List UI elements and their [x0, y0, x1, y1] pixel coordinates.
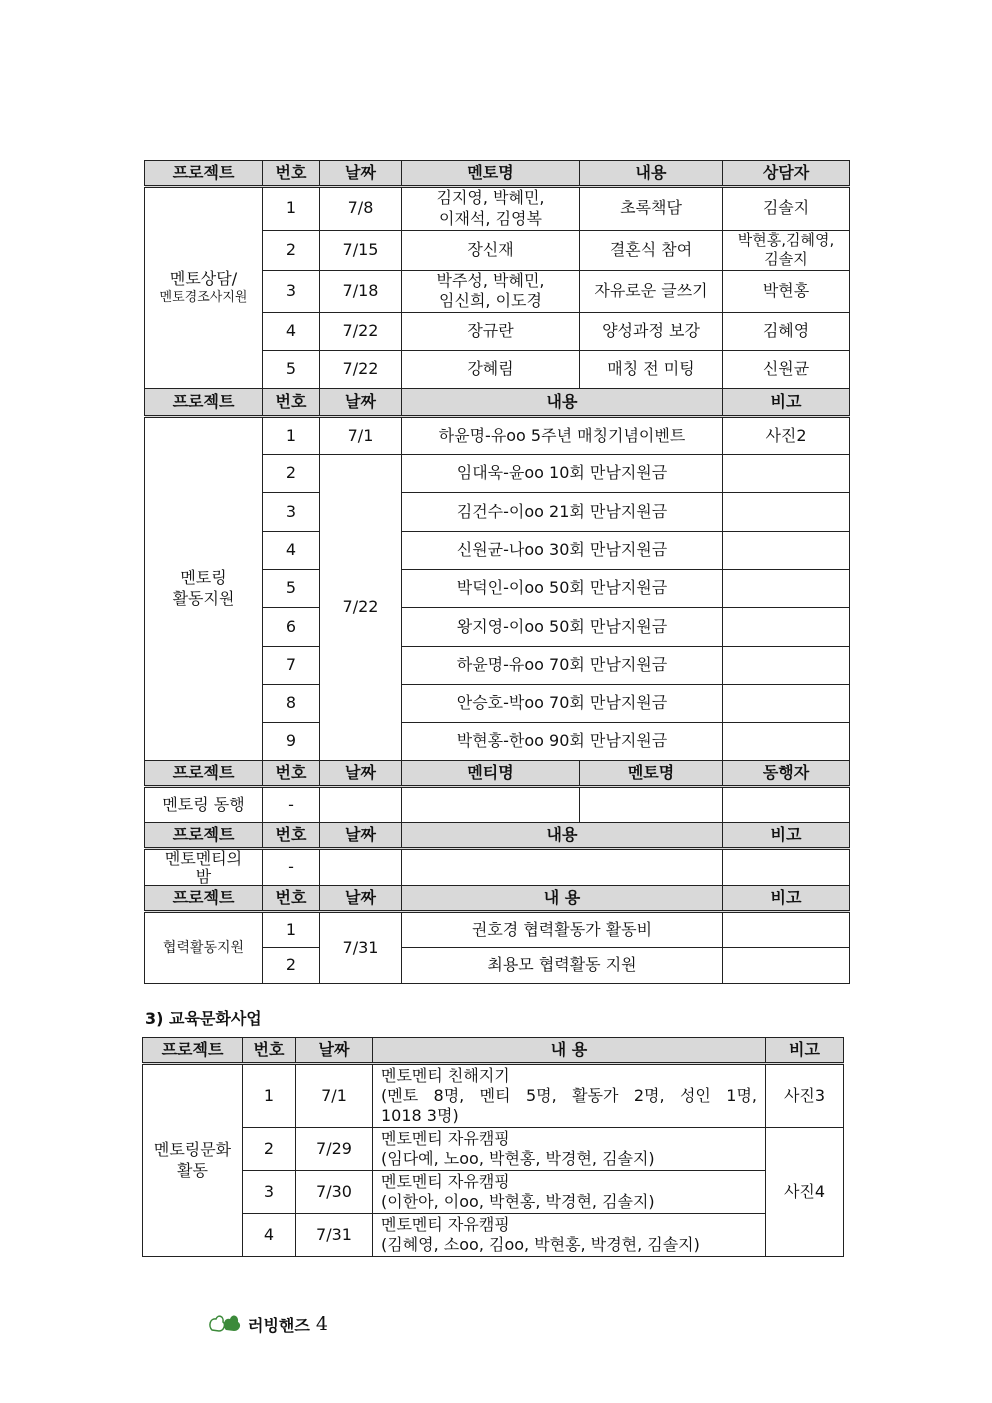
date-cell: 7/31	[296, 1214, 373, 1257]
number-cell: 2	[263, 948, 320, 984]
header-mentor-name: 멘토명	[580, 761, 723, 787]
date-cell: 7/29	[296, 1128, 373, 1171]
number-cell: 4	[243, 1214, 296, 1257]
date-cell: 7/22	[320, 313, 402, 351]
counselor-cell: 박현홍	[723, 270, 850, 313]
note-cell	[723, 570, 850, 608]
mentor-cell: 장규란	[402, 313, 580, 351]
content-cell: 권호경 협력활동가 활동비	[402, 912, 723, 948]
content-cell: 초록책담	[580, 187, 723, 231]
mentee-cell	[402, 787, 580, 823]
content-cell: 결혼식 참여	[580, 230, 723, 270]
section-title: 3) 교육문화사업	[145, 1009, 262, 1028]
header-content: 내 용	[402, 886, 723, 912]
mentor-cell: 강혜림	[402, 351, 580, 389]
content-cell: 박현홍-한oo 90회 만남지원금	[402, 723, 723, 761]
counselor-cell: 신원균	[723, 351, 850, 389]
number-cell: 8	[263, 685, 320, 723]
content-cell: 멘토멘티 자유캠핑 (이한아, 이oo, 박현홍, 박경현, 김솔지)	[373, 1171, 766, 1214]
note-cell: 사진3	[766, 1064, 844, 1128]
header-project: 프로젝트	[145, 823, 263, 849]
project-cell: 멘토상담/ 멘토경조사지원	[145, 187, 263, 389]
number-cell: 1	[263, 187, 320, 231]
number-cell: 2	[263, 230, 320, 270]
note-cell	[723, 685, 850, 723]
header-project: 프로젝트	[145, 886, 263, 912]
header-date: 날짜	[320, 389, 402, 417]
content-cell: 멘토멘티 자유캠핑 (김혜영, 소oo, 김oo, 박현홍, 박경현, 김솔지)	[373, 1214, 766, 1257]
table-row	[145, 787, 850, 823]
content-cell: 하윤명-유oo 5주년 매칭기념이벤트	[402, 417, 723, 455]
content-cell: 매칭 전 미팅	[580, 351, 723, 389]
header-project: 프로젝트	[145, 161, 263, 187]
note-cell	[723, 608, 850, 647]
header-project: 프로젝트	[145, 761, 263, 787]
header-note: 비고	[723, 823, 850, 849]
education-culture-table	[142, 1037, 844, 1257]
number-cell: 1	[263, 912, 320, 948]
header-date: 날짜	[320, 823, 402, 849]
table-row	[145, 849, 850, 886]
number-cell: 3	[263, 270, 320, 313]
number-cell: 9	[263, 723, 320, 761]
date-cell: 7/31	[320, 912, 402, 984]
note-cell	[723, 948, 850, 984]
number-cell: 5	[263, 351, 320, 389]
page-number: 4	[315, 1313, 328, 1335]
table-row	[143, 1171, 844, 1214]
header-project: 프로젝트	[143, 1038, 243, 1064]
content-cell: 신원균-나oo 30회 만남지원금	[402, 532, 723, 570]
number-cell: -	[263, 849, 320, 886]
number-cell: 6	[263, 608, 320, 647]
content-cell: 임대욱-윤oo 10회 만남지원금	[402, 455, 723, 493]
header-number: 번호	[263, 761, 320, 787]
header-number: 번호	[263, 389, 320, 417]
note-cell	[723, 723, 850, 761]
date-cell: 7/22	[320, 455, 402, 761]
companion-cell	[723, 787, 850, 823]
note-cell	[723, 912, 850, 948]
number-cell: -	[263, 787, 320, 823]
project-cell: 협력활동지원	[145, 912, 263, 984]
number-cell: 3	[263, 493, 320, 532]
header-note: 비고	[723, 886, 850, 912]
table-row	[143, 1064, 844, 1128]
project-cell: 멘토링 활동지원	[145, 417, 263, 761]
project-cell: 멘토링 동행	[145, 787, 263, 823]
header-project: 프로젝트	[145, 389, 263, 417]
content-cell: 하윤명-유oo 70회 만남지원금	[402, 647, 723, 685]
date-cell: 7/22	[320, 351, 402, 389]
header-date: 날짜	[320, 761, 402, 787]
header-number: 번호	[263, 886, 320, 912]
counselor-cell: 김혜영	[723, 313, 850, 351]
table-row	[145, 912, 850, 948]
date-cell: 7/8	[320, 187, 402, 231]
counselor-cell: 박현홍,김혜영, 김솔지	[723, 230, 850, 270]
project-cell: 멘토링문화 활동	[143, 1064, 243, 1257]
note-cell	[723, 455, 850, 493]
note-cell	[723, 532, 850, 570]
header-counselor: 상담자	[723, 161, 850, 187]
number-cell: 4	[263, 532, 320, 570]
header-number: 번호	[243, 1038, 296, 1064]
content-cell: 안승호-박oo 70회 만남지원금	[402, 685, 723, 723]
number-cell: 1	[263, 417, 320, 455]
date-cell: 7/1	[320, 417, 402, 455]
date-cell: 7/30	[296, 1171, 373, 1214]
header-content: 내용	[402, 389, 723, 417]
number-cell: 4	[263, 313, 320, 351]
note-cell	[723, 849, 850, 886]
date-cell	[320, 787, 402, 823]
mentor-cell: 장신재	[402, 230, 580, 270]
header-note: 비고	[766, 1038, 844, 1064]
brand-name: 러빙핸즈	[248, 1315, 310, 1335]
mentor-cell	[580, 787, 723, 823]
header-date: 날짜	[320, 161, 402, 187]
content-cell: 멘토멘티 친해지기 (멘토 8명, 멘티 5명, 활동가 2명, 성인 1명, 1018 3명)	[373, 1064, 766, 1128]
date-cell: 7/1	[296, 1064, 373, 1128]
table-row	[145, 187, 850, 231]
number-cell: 1	[243, 1064, 296, 1128]
header-companion: 동행자	[723, 761, 850, 787]
mentoring-activity-table	[144, 160, 850, 984]
date-cell: 7/15	[320, 230, 402, 270]
header-date: 날짜	[296, 1038, 373, 1064]
note-cell	[723, 647, 850, 685]
date-cell	[320, 849, 402, 886]
header-content: 내용	[580, 161, 723, 187]
mentor-cell: 박주성, 박혜민, 임신희, 이도경	[402, 270, 580, 313]
counselor-cell: 김솔지	[723, 187, 850, 231]
header-number: 번호	[263, 823, 320, 849]
header-mentee-name: 멘티명	[402, 761, 580, 787]
header-content: 내용	[402, 823, 723, 849]
table-row	[145, 417, 850, 455]
hands-leaf-logo-icon	[208, 1310, 244, 1338]
content-cell: 김건수-이oo 21회 만남지원금	[402, 493, 723, 532]
header-date: 날짜	[320, 886, 402, 912]
content-cell: 양성과정 보강	[580, 313, 723, 351]
number-cell: 2	[263, 455, 320, 493]
mentor-cell: 김지영, 박혜민, 이재석, 김영복	[402, 187, 580, 231]
content-cell: 최용모 협력활동 지원	[402, 948, 723, 984]
header-number: 번호	[263, 161, 320, 187]
number-cell: 7	[263, 647, 320, 685]
content-cell: 왕지영-이oo 50회 만남지원금	[402, 608, 723, 647]
header-note: 비고	[723, 389, 850, 417]
note-cell: 사진2	[723, 417, 850, 455]
content-cell: 멘토멘티 자유캠핑 (임다예, 노oo, 박현홍, 박경현, 김솔지)	[373, 1128, 766, 1171]
number-cell: 3	[243, 1171, 296, 1214]
page-footer	[208, 1310, 328, 1338]
note-cell: 사진4	[766, 1128, 844, 1257]
content-cell	[402, 849, 723, 886]
note-cell	[723, 493, 850, 532]
content-cell: 자유로운 글쓰기	[580, 270, 723, 313]
table-row	[143, 1128, 844, 1171]
number-cell: 2	[243, 1128, 296, 1171]
number-cell: 5	[263, 570, 320, 608]
date-cell: 7/18	[320, 270, 402, 313]
project-cell: 멘토멘티의 밤	[145, 849, 263, 886]
header-content: 내 용	[373, 1038, 766, 1064]
content-cell: 박덕인-이oo 50회 만남지원금	[402, 570, 723, 608]
table-row	[143, 1214, 844, 1257]
header-mentor-name: 멘토명	[402, 161, 580, 187]
